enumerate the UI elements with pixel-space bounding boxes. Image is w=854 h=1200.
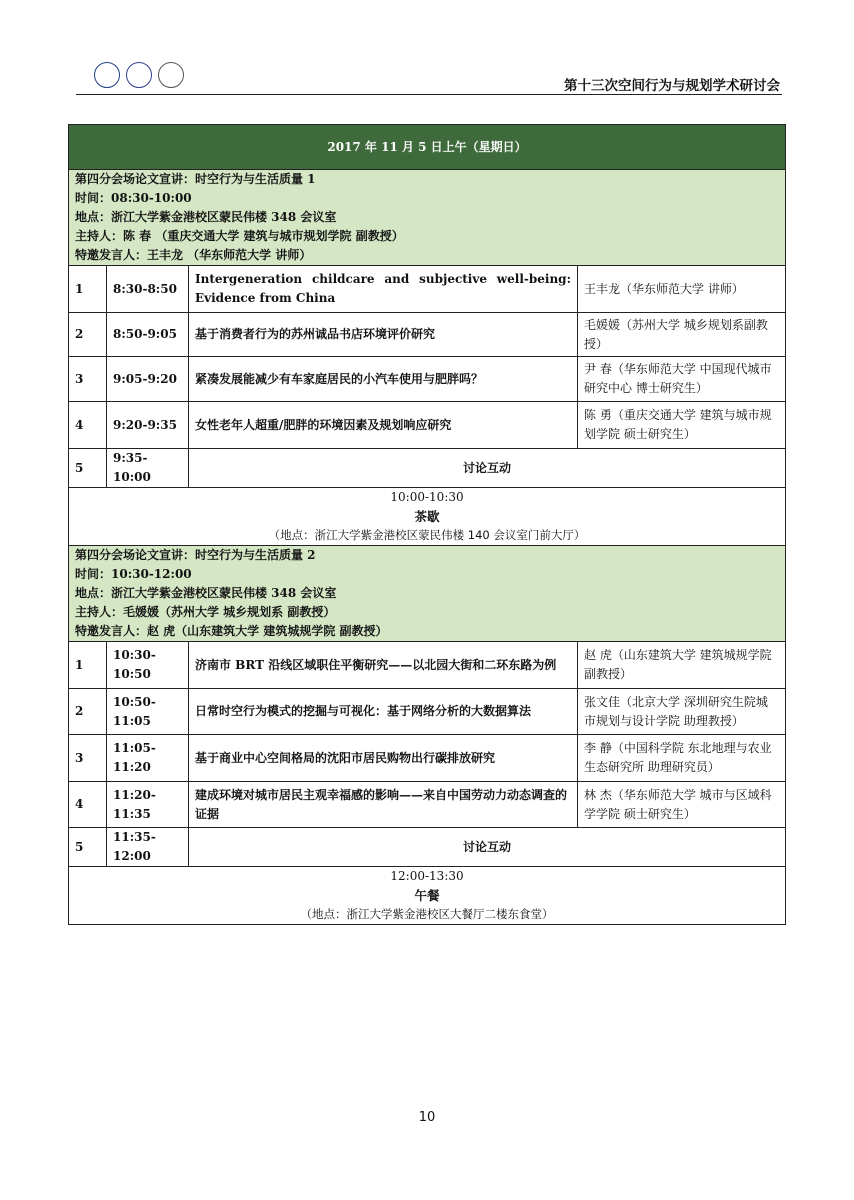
session-info-line: 地点：浙江大学紫金港校区蒙民伟楼 348 会议室 [75,586,337,600]
talk-number: 1 [69,642,107,689]
talk-speaker: 毛媛媛（苏州大学 城乡规划系副教授） [578,313,786,357]
seal-logo [158,62,184,88]
session-info-line: 第四分会场论文宣讲：时空行为与生活质量 1 [75,172,316,186]
session-info-line: 地点：浙江大学紫金港校区蒙民伟楼 348 会议室 [75,210,337,224]
talk-title: 建成环境对城市居民主观幸福感的影响——来自中国劳动力动态调查的证据 [189,782,578,828]
talk-title: 女性老年人超重/肥胖的环境因素及规划响应研究 [189,402,578,449]
break-row [69,867,786,925]
talk-number: 5 [69,449,107,488]
talk-title: Intergeneration childcare and subjective well-being: Evidence from China [189,266,578,313]
talk-row [69,735,786,782]
break-location: （地点：浙江大学紫金港校区蒙民伟楼 140 会议室门前大厅） [268,528,586,542]
talk-number: 1 [69,266,107,313]
talk-row [69,689,786,735]
talk-title: 日常时空行为模式的挖掘与可视化：基于网络分析的大数据算法 [189,689,578,735]
talk-number: 4 [69,782,107,828]
talk-speaker: 尹 春（华东师范大学 中国现代城市研究中心 博士研究生） [578,357,786,402]
session-info-line: 特邀发言人：王丰龙 （华东师范大学 讲师） [75,248,312,262]
talk-row [69,828,786,867]
talk-time: 11:05-11:20 [107,735,189,782]
session-info-line: 第四分会场论文宣讲：时空行为与生活质量 2 [75,548,316,562]
session-info-line: 主持人：陈 春 （重庆交通大学 建筑与城市规划学院 副教授） [75,229,404,243]
talk-row [69,449,786,488]
schedule-table [68,124,786,925]
break-cell [69,867,786,925]
talk-time: 10:50-11:05 [107,689,189,735]
talk-row [69,357,786,402]
session-info-line: 主持人：毛媛媛（苏州大学 城乡规划系 副教授） [75,605,336,619]
talk-time: 8:30-8:50 [107,266,189,313]
break-location: （地点：浙江大学紫金港校区大餐厅二楼东食堂） [300,907,554,921]
day-header-row [69,125,786,170]
talk-time: 10:30-10:50 [107,642,189,689]
header-title: 第十三次空间行为与规划学术研讨会 [564,78,780,94]
talk-speaker: 李 静（中国科学院 东北地理与农业生态研究所 助理研究员） [578,735,786,782]
session-info-line: 时间：10:30-12:00 [75,567,192,581]
talk-row [69,313,786,357]
talk-number: 5 [69,828,107,867]
talk-title: 紧凑发展能减少有车家庭居民的小汽车使用与肥胖吗？ [189,357,578,402]
conference-logo [126,62,152,88]
talk-speaker: 赵 虎（山东建筑大学 建筑城规学院 副教授） [578,642,786,689]
talk-number: 2 [69,689,107,735]
talk-title: 基于消费者行为的苏州诚品书店环境评价研究 [189,313,578,357]
schedule-body [69,125,786,925]
talk-speaker: 林 杰（华东师范大学 城市与区域科学学院 硕士研究生） [578,782,786,828]
break-time: 12:00-13:30 [390,869,464,883]
talk-title: 基于商业中心空间格局的沈阳市居民购物出行碳排放研究 [189,735,578,782]
talk-speaker: 张文佳（北京大学 深圳研究生院城市规划与设计学院 助理教授） [578,689,786,735]
talk-row [69,642,786,689]
break-row [69,488,786,546]
session-info-line: 时间：08:30-10:00 [75,191,192,205]
talk-number: 4 [69,402,107,449]
talk-title: 济南市 BRT 沿线区域职住平衡研究——以北园大街和二环东路为例 [189,642,578,689]
session-header-row [69,546,786,642]
talk-time: 9:05-9:20 [107,357,189,402]
session-info-line: 特邀发言人：赵 虎（山东建筑大学 建筑城规学院 副教授） [75,624,388,638]
talk-row [69,266,786,313]
break-name: 茶歇 [414,509,440,524]
session-header-row [69,170,786,266]
talk-speaker: 陈 勇（重庆交通大学 建筑与城市规划学院 硕士研究生） [578,402,786,449]
talk-time: 8:50-9:05 [107,313,189,357]
discussion-label: 讨论互动 [189,828,786,867]
talk-row [69,402,786,449]
header-rule [76,94,782,95]
talk-time: 9:35-10:00 [107,449,189,488]
talk-speaker: 王丰龙（华东师范大学 讲师） [578,266,786,313]
break-time: 10:00-10:30 [390,490,464,504]
university-logo [94,62,120,88]
logo-group [94,62,184,88]
session-info-cell [69,546,786,642]
page-header [76,60,782,96]
talk-time: 11:35-12:00 [107,828,189,867]
discussion-label: 讨论互动 [189,449,786,488]
talk-time: 11:20-11:35 [107,782,189,828]
day-title: 2017 年 11 月 5 日上午（星期日） [69,125,786,170]
talk-number: 2 [69,313,107,357]
page-number: 10 [418,1110,436,1125]
session-info-cell [69,170,786,266]
talk-number: 3 [69,357,107,402]
break-name: 午餐 [414,888,440,903]
talk-number: 3 [69,735,107,782]
talk-row [69,782,786,828]
talk-time: 9:20-9:35 [107,402,189,449]
break-cell [69,488,786,546]
